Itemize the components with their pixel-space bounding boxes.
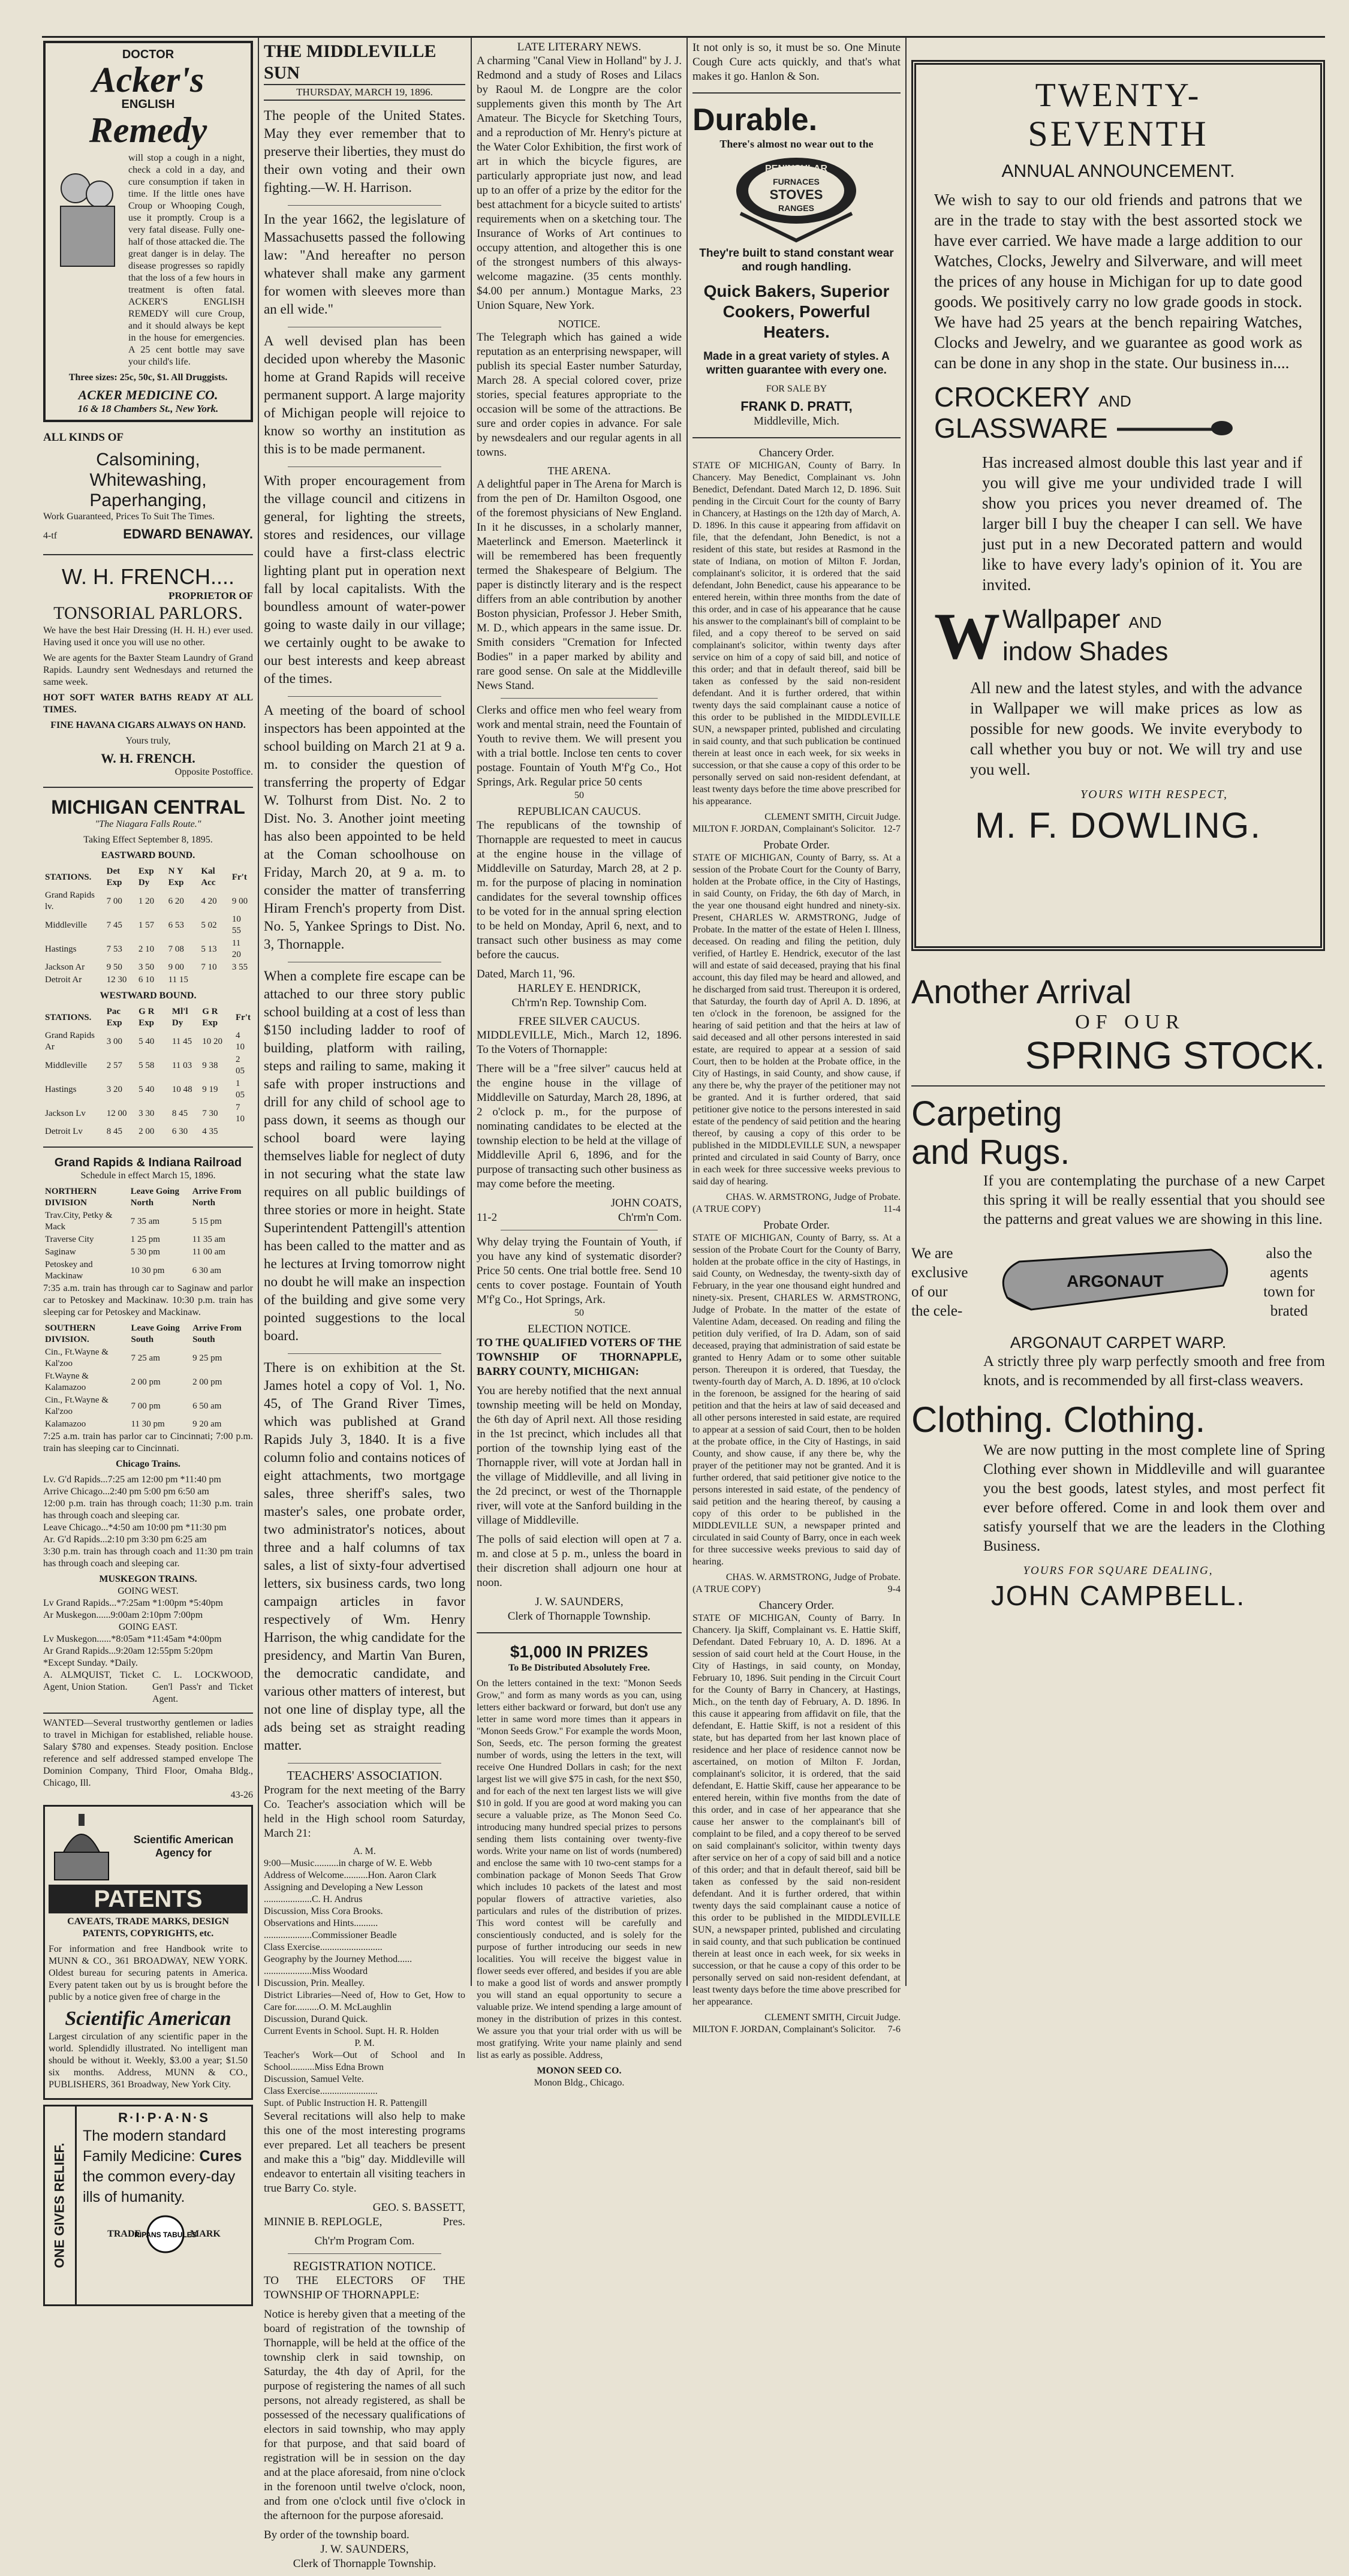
signature: J. W. SAUNDERS, [535,1596,624,1608]
ad-price: Three sizes: 25c, 50c, $1. All Druggists. [68,372,228,383]
program-line: Class Exercise.......................... [264,1942,383,1952]
column-3 [477,41,682,2093]
timetable-line: Lv. G'd Rapids...7:25 am 12:00 pm *11:40 pm [43,1474,221,1485]
article-paragraph: Program for the next meeting of the Barry Co. Teacher's association which will be held in the High school room Saturday, March 21: [264,1784,465,1840]
michigan-central-timetable [43,796,253,1138]
wanted-ad: WANTED—Several trustworthy gentlemen or ladies to travel in Michigan for established, reliable house. Salary $780 and expenses. Steady position. Enclose reference and self addressed stamped envelope The Dominion Company, Third Floor, Omaha Bldg., Chicago, Ill. [43,1718,253,1788]
ad-headline: and Rugs. [911,1133,1070,1172]
ad-code: 7-6 [887,2024,901,2035]
ad-line: Quick Bakers, Superior Cookers, Powerful Heaters. [703,282,890,341]
ad-line: We are exclusive [911,1245,968,1281]
program-line: Discussion, Samuel Velte. [264,2074,364,2084]
grand-rapids-indiana-timetable [43,1156,253,1709]
ad-address: 16 & 18 Chambers St., New York. [77,403,219,414]
program-line: ....................Miss Woodard [264,1966,368,1976]
dowling-ad [911,60,1325,951]
section-heading: Chancery Order. [758,1599,835,1612]
section-heading: THE ARENA. [547,465,611,477]
table-row: Middleville 7 45 1 57 6 53 5 02 10 55 [45,914,241,935]
ripans-text: the common every-day ills of humanity. [83,2168,236,2205]
spoon-icon [1114,416,1234,440]
table-row: Ft.Wayne & Kalamazoo 2 00 pm 2 00 pm [45,1371,222,1392]
table-row: Grand Rapids lv. 7 00 1 20 6 20 4 20 9 00 [45,890,248,911]
section-heading: NOTICE. [558,318,601,330]
timetable-line: Ar. G'd Rapids...2:10 pm 3:30 pm 6:25 am [43,1534,207,1545]
timetable-effect: Schedule in effect March 15, 1896. [80,1170,216,1181]
timetable-line: Lv Muskegon......*8:05am *11:45am *4:00pm [43,1634,222,1644]
article-paragraph: Clerks and office men who feel weary from work and mental strain, need the Fountain of Youth to revive them. We will present you with a trial bottle. Inclose ten cents to cover postage. Fountain of Youth M'f'g Co., Hot Springs, Ark. Regular price 50 cents [477,704,682,789]
column-4 [692,41,901,2039]
ad-body: We are now putting in the most complete line of Spring Clothing ever shown in Middleville and will guarantee you the best goods, latest styles, and most perfect fit ever before offered. Come in and look them over and satisfy yourself that we are the leaders in the Clothing Business. [983,1442,1325,1554]
signature: HARLEY E. HENDRICK, [517,982,641,995]
section-heading: REGISTRATION NOTICE. [293,2259,436,2273]
section-heading: TEACHERS' ASSOCIATION. [287,1768,442,1783]
section-heading: Probate Order. [763,839,830,851]
ad-line: of our [911,1284,948,1300]
signature: Ch'rm'n Rep. Township Com. [511,997,647,1009]
ad-line: YOURS FOR SQUARE DEALING, [1023,1564,1214,1577]
program-line: ....................Commissioner Beadle [264,1930,397,1940]
signature: (A TRUE COPY) [692,1584,761,1594]
ad-headline: indow Shades [1002,637,1169,666]
ad-line: FOR SALE BY [766,384,827,394]
ad-line: YOURS WITH RESPECT, [1080,788,1228,801]
signature: CLEMENT SMITH, Circuit Judge. [764,2012,901,2023]
program-line: Observations and Hints.......... [264,1918,378,1928]
ad-headline: Another Arrival [911,973,1132,1010]
svg-text:FURNACES: FURNACES [773,177,820,186]
ad-line: AND [1128,613,1162,631]
table-row: Traverse City 1 25 pm 11 35 am [45,1235,225,1244]
svg-text:ARGONAUT: ARGONAUT [1067,1272,1164,1290]
column-1 [43,41,253,2306]
program-line: Discussion, Prin. Mealley. [264,1978,365,1988]
ad-code: 4-tf [43,531,58,541]
ad-name: FRANK D. PRATT, [740,399,853,414]
acker-remedy-ad [43,41,253,422]
article-paragraph: The people of the United States. May they ever remember that to preserve their liberties, they must do their own voting and their own fighting.—W. H. Harrison. [264,108,465,195]
ad-remedy: Remedy [89,110,207,150]
article-paragraph: A meeting of the board of school inspectors has been appointed at the school building on March 21 at 9 a. m. to consider the question of transferring the property of Edgar W. Tolhurst from Dist. No. 2 to Dist. No. 3. Another joint meeting has also been appointed to be held at the Coman schoolhouse on Friday, March 20, at 9 a. m. to consider the matter of transferring Hiram French's property from Dist. No. 5, Yankee Springs to Dist. No. 3, Thornapple. [264,703,465,952]
table-row: Middleville 2 57 5 58 11 03 9 38 2 05 [45,1055,245,1076]
table-row: Saginaw 5 30 pm 11 00 am [45,1247,225,1257]
capitol-illustration [49,1810,115,1882]
column-rule [905,37,907,1986]
article-paragraph: There will be a "free silver" caucus held at the engine house in the village of Middleville on Saturday, March 28, 1896, at 2 o'clock p. m., for the purpose of nominating candidates to be elected at the township election to be held at the village of Middleville April 6, 1896, and for the purpose of transacting such other business as may come before the meeting. [477,1063,682,1190]
ad-text: HOT SOFT WATER BATHS READY AT ALL TIMES. [43,693,253,715]
program-label: A. M. [353,1846,376,1856]
ripans-seal [134,2213,197,2255]
table-row: Jackson Lv 12 00 3 30 8 45 7 30 7 10 [45,1103,245,1124]
program-line: Discussion, Durand Quick. [264,2014,368,2024]
ad-body: We wish to say to our old friends and patrons that we are in the trade to stay with the best assorted stock we have ever carried. We have made a large addition to our Watches, Clocks, Jewelry and Silverware, and will meet the prices of any house in Michigan for up to date good goods. We positively carry no low grade goods in stock. We have had 25 years at the bench repairing Watches, Clocks and Jewelry, and we guarantee as good work as can be done in any shop in the state. Our business in.... [934,191,1302,372]
ad-headline: GLASSWARE [934,413,1108,444]
ripans-title: R·I·P·A·N·S [118,2110,210,2125]
signature: MILTON F. JORDAN, Complainant's Solicitor. [692,824,876,834]
signature: JOHN COATS, [610,1197,682,1209]
signature: CHAS. W. ARMSTRONG, Judge of Probate. [725,1192,901,1202]
ad-headline: Wallpaper [1002,604,1121,634]
timetable-line: 3:30 p.m. train has through coach and 11:30 pm train has through coach and sleeping car. [43,1546,253,1569]
ad-line: Paperhanging, [89,490,207,510]
ad-headline: TWENTY- [1035,77,1202,114]
ad-line: also the agents town for brated [1263,1245,1315,1319]
program-line: Assigning and Developing a New Lesson [264,1882,423,1892]
north-table: NORTHERN DIVISION Leave Going North Arrive From North Trav.City, Petky & Mack 7 35 am 5 15 pm Traverse City 1 25 pm 11 35 am Saginaw 5 30 pm 11 00 am Petoskey and Mackinaw 10 30 pm 6 30 am [43,1185,253,1283]
timetable-subtitle: Chicago Trains. [116,1459,180,1469]
ad-line: PROPRIETOR OF [168,590,253,601]
peninsular-badge [692,154,901,243]
ad-headline: Clothing. Clothing. [911,1400,1206,1440]
section-subheading: TO THE QUALIFIED VOTERS OF THE TOWNSHIP OF THORNAPPLE, BARRY COUNTY, MICHIGAN: [477,1337,682,1378]
column-rule [258,37,259,1986]
ad-name: EDWARD BENAWAY. [123,526,253,541]
eastward-table: STATIONS. Det Exp Exp Dy N Y Exp Kal Acc Fr't Grand Rapids lv. 7 00 1 20 6 20 4 20 9 00 Middleville 7 45 1 57 6 53 5 02 10 55 Hastings 7 53 2 10 7 08 5 13 11 20 Jackson Ar 9 50 3 50 9 00 7 10 3 55 Detroit Ar 12 30 6 10 11 15 [43,865,253,986]
ad-name: W. H. FRENCH.... [62,564,234,589]
sci-info: For information and free Handbook write to MUNN & CO., 361 BROADWAY, NEW YORK. Oldest bureau for securing patents in America. Every patent taken out by us is brought before the public by a notice given free of charge in the [49,1944,248,2002]
campbell-ad [911,973,1325,1614]
french-ad [43,564,253,778]
legal-notice: STATE OF MICHIGAN, County of Barry, ss. At a session of the Probate Court for the County of Barry, holden at the probate office in the city of Hastings, in said County, on Wednesday, the twenty-sixth day of February, in the year one thousand eight hundred and ninety-six. Present, CHARLES W. ARMSTRONG, Judge of Probate. In the matter of the estate of Valentine Adam, deceased. On reading and filing the petition duly verified, of Ira D. Adam, son of said deceased, praying that administration of said estate be granted to Henry Adam or to some other suitable person. Thereupon it is ordered, that Tuesday, the twenty-fourth day of March, A. D. 1896, at 10 o'clock in the forenoon, be assigned for the hearing of said petition and that the heirs at law of said deceased and all other persons interested in said estate, are required to appear at a session of said Court, then to be holden at the probate office, in the City of Hastings, in said County, and show cause, if any there be, why the prayer of the petitioner may not be granted. And it is further ordered, that said petitioner give notice to the persons interested in said estate, of the pendency of said petition and the hearing thereof, by causing a copy of this order to be published in the MIDDLEVILLE SUN, a newspaper printed and circulated in said County of Barry, once in each week for three successive weeks previous to said day of hearing. [692,1233,901,1567]
sci-paper: Scientific American [65,2008,231,2030]
table-row: Cin., Ft.Wayne & Kal'zoo 7 00 pm 6 50 am [45,1395,222,1416]
ripans-side: ONE GIVES RELIEF. [52,2142,68,2268]
signature: MILTON F. JORDAN, Complainant's Solicitor. [692,2024,876,2035]
ad-headline: SPRING STOCK. [1025,1034,1325,1077]
timetable-line: *Except Sunday. *Daily. [43,1658,138,1668]
ad-name: JOHN CAMPBELL. [990,1580,1246,1611]
timetable-subtitle: MUSKEGON TRAINS. [99,1574,197,1584]
program-line: Current Events in School. Supt. H. R. Holden [264,2026,439,2036]
timetable-title: MICHIGAN CENTRAL [51,796,245,818]
ad-doctor: DOCTOR [122,48,174,61]
ad-line: TONSORIAL PARLORS. [53,603,243,623]
article-paragraph: By order of the township board. [264,2529,409,2541]
wanted-code: 43-26 [230,1790,253,1800]
table-row: Kalamazoo 11 30 pm 9 20 am [45,1419,222,1429]
table-row: Jackson Ar 9 50 3 50 9 00 7 10 3 55 [45,962,248,972]
ad-code: 50 [574,790,584,801]
children-illustration [52,152,124,272]
sci-circ: Largest circulation of any scientific paper in the world. Splendidly illustrated. No intelligent man should be without it. Weekly, $3.00 a year; $1.50 six months. Address, MUNN & CO., PUBLISHERS, 361 Broadway, New York City. [49,2032,248,2090]
legal-notice: STATE OF MICHIGAN, County of Barry. In Chancery. Ija Skiff, Complainant vs. E. Hattie Skiff, Defendant. Dated February 10, A. D. 1896. At a session of said court held at the Court House, in the City of Hastings, in said county, on Monday, February 10, 1896. Suit pending in the Circuit Court for the County of Barry in Chancery, at Hastings, Mich., on the tenth day of February, A. D. 1896. In this cause it appearing from affidavit on file, that the defendant, E. Hattie Skiff, is not a resident of this state, but has departed from her last known place of residence and her place of residence cannot now be ascertained, on motion of Milton F. Jordan, complainant's solicitor, it is ordered, that the said defendant, E. Hattie Skiff, cause her appearance to be entered herein, within five months from the date of this order, and in case of her appearance that she cause her answer to the complainant's bill of complaint to be filed, and a copy thereof to be served on said complainant's solicitor, within twenty days after service on her of a copy of said bill and a notice of this order; and that in default thereof, said bill be taken as confessed by the said non-resident defendant. And it is further ordered, that within twenty days the said complainant cause a notice of this order to be published in the MIDDLEVILLE SUN, a newspaper printed, published and circulating in said county, and that such publication be continued therein at least once in each week, for six weeks in succession, or that he cause a copy of this order to be personally served on said non-resident defendant, at least twenty days before the time above prescribed for her appearance. [692,1613,901,2007]
ad-line: AND [1098,392,1131,410]
dateline: Dated, March 11, '96. [477,968,576,980]
legal-notice: STATE OF MICHIGAN, County of Barry, ss. At a session of the Probate Court for the County of Barry, holden at the Probate office, in the City of Hastings, in said County, on Friday, the 6th day of March, in the year one thousand eight hundred and ninety-six. Present, CHARLES W. ARMSTRONG, Judge of Probate. In the matter of the estate of Helen I. Illness, deceased. On reading and filing the petition, duly verified, of Hartley E. Hendrick, executor of the last will and estate of said deceased, praying that his final account, this day filed may be heard and allowed, and he discharged from said trust. Thereupon it is ordered, that Saturday, the fourth day of April A. D. 1896, at ten o'clock in the forenoon, be assigned for the hearing of said petition and that the heirs at law of said deceased and all other persons interested in said estate, are required to appear at a session of said Court, then to be holden at the Probate office, in the City of Hastings, in said County, and show cause, if any there be, why the prayer of the petitioner may not be granted. And it is further ordered, that said petitioner give notice to the persons interested in said estate of the pendency of said petition and the hearing thereof, by causing a copy of this order to be published in the MIDDLEVILLE SUN, a newspaper printed and circulated in said County of Barry, once in each week for three successive weeks previous to said day of hearing. [692,853,901,1187]
timetable-line: Arrive Chicago...2:40 pm 5:00 pm 6:50 am [43,1486,209,1497]
section-heading: Probate Order. [763,1219,830,1232]
timetable-subtitle: "The Niagara Falls Route." [95,819,201,829]
scientific-american-ad [43,1805,253,2100]
prize-subheading: To Be Distributed Absolutely Free. [508,1663,650,1673]
peninsular-stove-ad [692,102,901,429]
ad-text: Opposite Postoffice. [174,767,253,777]
signature: MONON SEED CO. [537,2066,622,2076]
section-heading: FREE SILVER CAUCUS. [518,1015,640,1028]
article-paragraph: When a complete fire escape can be attached to our three story public school building at a cost of less than $150 including ladder to roof of building, platform with railing, steps and railing to same, making it safe with proper instructions and drill for any child of school age to pass down, it seems as though our school board were laying themselves liable for neglect of duty in not securing what the state law requires on all public buildings of three stories or more in height. State Superintendent Pattengill's attention has been called to the matter and as he lectures at Irving tomorrow night no doubt he will make an inspection of the building and give some very pointed suggestions to the local board. [264,968,465,1343]
ad-subheadline: ARGONAUT CARPET WARP. [1010,1334,1227,1352]
timetable-line: 12:00 p.m. train has through coach; 11:30 p.m. train has through coach and sleeping car. [43,1498,253,1521]
ad-text: FINE HAVANA CIGARS ALWAYS ON HAND. [50,720,246,730]
signature: Ch'rm'n Com. [618,1211,682,1224]
signature: Monon Bldg., Chicago. [534,2078,625,2088]
program-line: Address of Welcome..........Hon. Aaron Clark [264,1870,436,1880]
timetable-line: GOING WEST. [118,1586,179,1596]
agent-left: A. ALMQUIST, Ticket Agent, Union Station. [43,1670,144,1692]
ripans-ad [43,2105,253,2306]
article-paragraph: Why delay trying the Fountain of Youth, if you have any kind of systematic disorder? Price 50 cents. One trial bottle free. Send 10 cents to cover postage. Fountain of Youth M'f'g Co., Hot Springs, Ark. [477,1236,682,1306]
ad-body: A strictly three ply warp perfectly smooth and free from knots, and is recommended by all first-class weavers. [983,1353,1325,1389]
signature: Clerk of Thornapple Township. [507,1610,651,1623]
program-line: Discussion, Miss Cora Brooks. [264,1906,383,1916]
ad-line: Calsomining, [96,450,200,470]
article-paragraph: A well devised plan has been decided upon whereby the Masonic home at Grand Rapids will receive permanent support. A large majority of Michigan people will rejoice to know so worthy an institution as this is to be made permanent. [264,333,465,456]
article-paragraph: In the year 1662, the legislature of Massachusetts passed the following law: "And hereafter no person whatever shall make any garment for women with sleeves more than an ell wide." [264,212,465,317]
ad-line: OF OUR [1075,1011,1185,1033]
top-rule [42,36,1325,38]
ad-headline: Carpeting [911,1094,1062,1133]
table-row: Detroit Lv 8 45 2 00 6 30 4 35 [45,1127,218,1136]
timetable-note: 7:25 a.m. train has parlor car to Cincinnati; 7:00 p.m. train has sleeping car to Cincinnati. [43,1431,253,1453]
section-heading: LATE LITERARY NEWS. [517,41,642,53]
dateline: MIDDLEVILLE, Mich., March 12, 1896. To the Voters of Thornapple: [477,1029,682,1056]
ad-code: 50 [574,1308,584,1318]
ripans-trade: TRADE [107,2229,141,2239]
svg-text:RIPANS TABULES: RIPANS TABULES [134,2231,197,2239]
ad-line: Work Guaranteed, Prices To Suit The Times. [43,511,215,522]
masthead-title: THE MIDDLEVILLE SUN [264,41,436,83]
table-row: Trav.City, Petky & Mack 7 35 am 5 15 pm [45,1211,222,1232]
article-paragraph: The Telegraph which has gained a wide reputation as an enterprising newspaper, will publish its special Easter number Saturday, March 28. A special colored cover, prize stories, special features appropriate to the occasion will be some of the attractions. Be sure and order copies in advance. For sale by newsdealers and our regular agents in all towns. [477,331,682,459]
signature: Ch'r'm Program Com. [314,2235,415,2247]
program-line: Geography by the Journey Method...... [264,1954,412,1964]
ad-line: the cele- [911,1303,963,1319]
legal-notice: STATE OF MICHIGAN, County of Barry. In Chancery. May Benedict, Complainant vs. John Benedict, Defendant. Dated March 12, D. 1896. Suit pending in the Circuit Court for the county of Barry in Chancery, at Hastings on the 12th day of March, A. D. 1896. In this cause it appearing from affidavit on file, that the defendant, John Benedict, is not a resident of this state, but resides at Rasmond in the state of Indiana, on motion of Milton F. Jordan, complainant's solicitor, it is ordered that the said defendant, John Benedict, cause his appearance to be entered herein, within three months from the date of this order, and in case of his appearance that he cause his answer to the complainant's bill of complaint to be filed, and a copy thereof to be served on said complainant's solicitor, within twenty days after service on him of a copy of said bill, and notice of this order; and that in default thereof, said bill be taken as confessed by the said non-resident defendant. And it is further ordered, that within twenty days the said complainant cause a notice of this order to be published in the MIDDLEVILLE SUN, a newspaper printed, published and circulating in said county, and that such publication be continued therein at least once in each week, for six weeks in succession, or that she cause a copy of this order to be personally served on said non-resident defendant, at least twenty days before the time above prescribed for his appearance. [692,461,901,806]
program-line: ....................C. H. Andrus [264,1894,363,1904]
article-paragraph: It not only is so, it must be so. One Minute Cough Cure acts quickly, and that's what makes it go. Hanlon & Son. [692,41,901,83]
ad-line: There's almost no wear out to the [719,138,874,150]
article-paragraph: A charming "Canal View in Holland" by J. J. Redmond and a study of Roses and Lilacs by Raoul M. de Longpre are the color supplements given this month by The Art Amateur. The Bicycle for Sketching Tours, and a reproduction of Mr. Henry's picture at the Water Color Exhibition, the first work of art in which the bicycle figures, are particularly appropriate just now, and lead up to an offer of a prize by the editor for the best attachment for a bicycle suited to artists' requirements when on a sketching tour. The Insurance of Works of Art continues to occupy attention, and altogether this is one of the strongest numbers of this always-welcome magazine. (35 cents monthly. $4.00 per annum.) Montague Marks, 23 Union Square, New York. [477,55,682,312]
benaway-ad [43,431,253,546]
program-line: Teacher's Work—Out of School and In School..........Miss Edna Brown [264,2050,465,2072]
article-paragraph: You are hereby notified that the next annual township meeting will be held on Monday, the 6th day of April next. All those residing in the 1st precinct, which includes all that portion of the township lying east of the Thornapple river, will vote at Jordan hall in the village of Middleville, and all living in the 2d precinct, or west of the Thornapple river, will vote at the Sanford building in the village of Middleville. [477,1385,682,1527]
ad-headline: SEVENTH [1028,114,1209,154]
ad-code: 11-2 [477,1211,498,1224]
timetable-effect: Taking Effect September 8, 1895. [83,835,213,845]
ad-line: Made in a great variety of styles. A written guarantee with every one. [703,350,890,377]
article-paragraph: With proper encouragement from the village council and citizens in general, for lighting the streets, stores and residences, our village could have a first-class electric lighting plant put in operation next fall by local capitalists. With the boundless amount of water-power going to waste daily in our village; we certainly ought to be awake to our best interests and keep abreast of the times. [264,473,465,686]
ad-body: All new and the latest styles, and with the advance in Wallpaper we will make prices as low as possible for new goods. We invite everybody to call whether you buy or not. We will try and use you well. [970,679,1302,778]
section-subheading: TO THE ELECTORS OF THE TOWNSHIP OF THORNAPPLE: [264,2274,465,2301]
ad-subheadline: ANNUAL ANNOUNCEMENT. [1001,161,1235,181]
column-2 [264,41,465,2576]
ad-english: ENGLISH [121,98,175,111]
south-table: SOUTHERN DIVISION. Leave Going South Arrive From South Cin., Ft.Wayne & Kal'zoo 7 25 am 9 25 pm Ft.Wayne & Kalamazoo 2 00 pm 2 00 pm Cin., Ft.Wayne & Kal'zoo 7 00 pm 6 50 am Kalamazoo 11 30 pm 9 20 am [43,1322,253,1431]
ad-brand: Acker's [92,60,204,100]
agent-right: C. L. LOCKWOOD, Gen'l Pass'r and Ticket Agent. [152,1670,253,1704]
ripans-mark: MARK [190,2229,221,2239]
article-paragraph: There is on exhibition at the St. James hotel a copy of Vol. 1, No. 45, of The Grand River Times, which was published at Grand Rapids July 3, 1840. It is a five column folio and contains notices of eight attachments, two mortgage sales, three sheriff's sales, two master's sales, one probate order, two administrator's notices, about three and a half columns of tax sales, a list of sixty-four advertised letters, six business cards, two long campaign articles in favor respectively of Wm. Henry Harrison, the whig candidate for the presidency, and Martin Van Buren, the democratic candidate, and various other matters of interest, but not one line of display type, all the ads being set as straight reading matter. [264,1360,465,1753]
ad-line: Middleville, Mich. [753,415,839,428]
article-paragraph: A delightful paper in The Arena for March is from the pen of Dr. Hamilton Osgood, one of the foremost physicians of New England. In it he discusses, in a scholarly manner, Maeterlinck and Emerson. Maeterlinck it will be remembered has been frequently termed the Shakespeare of Belgium. The paper is distinctly literary and is the respect differs from an able contribution by another Boston physician, Professor J. Heber Smith, M. D., which appears in the same issue. Dr. Smith considers "Cremation for Infected Bodies" in a paper marked by ability and rare good sense. On sale at the Middleville News Stand. [477,478,682,692]
signature: J. W. SAUNDERS, [320,2543,409,2556]
signature: MINNIE B. REPLOGLE, [264,2216,383,2228]
section-heading: ELECTION NOTICE. [527,1323,631,1335]
westward-table: STATIONS. Pac Exp G R Exp Ml'l Dy G R Exp Fr't Grand Rapids Ar 3 00 5 40 11 45 10 20 4 10 Middleville 2 57 5 58 11 03 9 38 2 05 Hastings 3 20 5 40 10 48 9 19 1 05 Jackson Lv 12 00 3 30 8 45 7 30 7 10 Detroit Lv 8 45 2 00 6 30 4 35 [43,1006,253,1138]
timetable-note: 7:35 a.m. train has through car to Saginaw and parlor car to Petoskey and Mackinaw. 10:30 p.m. train has sleeping car for Petoskey and Mackinaw. [43,1283,253,1317]
ripans-text: The modern standard Family Medicine: [83,2127,227,2165]
program-line: Class Exercise........................ [264,2086,378,2096]
w-initial-icon: W [934,600,1000,673]
table-row: Hastings 3 20 5 40 10 48 9 19 1 05 [45,1079,245,1100]
signature: Pres. [442,2216,465,2228]
table-row: Grand Rapids Ar 3 00 5 40 11 45 10 20 4 10 [45,1031,245,1052]
timetable-direction: EASTWARD BOUND. [101,850,195,860]
article-paragraph: The republicans of the township of Thornapple are requested to meet in caucus at the engine house in the village of Middleville on Saturday, March 28, at 2 p. m. for the purpose of placing in nomination candidates for the several township offices to be voted for in the annual spring election to be held on Monday, April 6, next, and to transact such other business as may come before the caucus. [477,819,682,961]
prize-body: On the letters contained in the text: "Monon Seeds Grow," and form as many words as you can, using letters either backward or forward, but don't use any letter in same word more times than it appears in "Monon Seeds Grow." For example the words Moon, Son, Seeds, etc. The person forming the greatest number of words, using the letters in the text, will receive One Hundred Dollars in cash; for the next largest list we will give $75 in cash, for the next $50, and for each of the next ten largest lists we will give $10 in gold. If you are good at word making you can secure a valuable prize, as The Monon Seed Co. introducing many hundred special prizes to persons sending them lists containing over twenty-five words. Write your name on list of words (numbered) and enclose the same with 10 two-cent stamps for a combination package of Monon Seeds That Grow which includes 10 packets of the latest and most popular flowers of attractive varieties, also particulars and rules of the distribution of prizes. This word contest will be carefully and conscientiously conducted, and is solely for the purpose of further introducing our seeds in new localities. You will receive the biggest value in flower seeds ever offered, and besides if you are able to make a good list of words and answer promptly you will stand an equal opportunity to secure a valuable prize. We intend spending a large amount of money in the distribution of prizes in this contest. We assure you that your trial order with us will be most gratifying. Write your name plainly and send list as early as possible. Address, [477,1678,682,2060]
table-row: Detroit Ar 12 30 6 10 11 15 [45,975,188,985]
program-line: Supt. of Public Instruction H. R. Pattengill [264,2098,427,2108]
article-paragraph: The polls of said election will open at 7 a. m. and close at 5 p. m., unless the board in their discretion shall adjourn one hour at noon. [477,1533,682,1589]
ad-line: Whitewashing, [89,470,207,490]
timetable-direction: WESTWARD BOUND. [100,991,197,1001]
timetable-line: Lv Grand Rapids...*7:25am *1:00pm *5:40pm [43,1598,223,1608]
svg-text:RANGES: RANGES [778,203,814,213]
ad-name: M. F. DOWLING. [975,805,1261,845]
ad-company: ACKER MEDICINE CO. [78,387,218,402]
section-heading: Chancery Order. [758,447,835,459]
masthead-date: THURSDAY, MARCH 19, 1896. [264,84,465,101]
ad-line: They're built to stand constant wear and rough handling. [699,247,894,273]
program-label: P. M. [354,2038,375,2048]
ad-text: Yours truly, [125,736,171,746]
ad-body: will stop a cough in a night, check a cold in a day, and cure consumption if taken in time. If the little ones have Croup or Whooping Cough, use it promptly. Croup is a very fatal disease. Fully one-half of those attacked die. The great danger is in delay. The disease progresses so rapidly that the loss of a few hours in treatment is often fatal. ACKER'S ENGLISH REMEDY will cure Croup, and it should always be kept in the house for emergencies. A 25 cent bottle may save your child's life. [128,153,245,367]
ad-text: We have the best Hair Dressing (H. H. H.) ever used. Having used it once you will use no other. [43,625,253,648]
ad-code: 12-7 [883,824,901,834]
table-row: Cin., Ft.Wayne & Kal'zoo 7 25 am 9 25 pm [45,1347,222,1368]
ad-body: Has increased almost double this last year and if you will give me your undivided trade I will show you prices you never dreamed of. The larger bill I buy the cheaper I can sell. We have just put in a new Decorated pattern and would like to have every lady's opinion of it. You are invited. [982,453,1302,594]
ad-headline: CROCKERY [934,381,1090,413]
svg-text:PENINSULAR: PENINSULAR [764,164,828,174]
timetable-title: Grand Rapids & Indiana Railroad [54,1156,242,1169]
ad-headline: Durable. [692,103,818,137]
column-rule [471,37,472,1986]
signature: (A TRUE COPY) [692,1204,761,1214]
section-heading: REPUBLICAN CAUCUS. [517,805,641,818]
timetable-line: Ar Grand Rapids...9:20am 12:55pm 5:20pm [43,1646,213,1656]
program-line: 9:00—Music..........in charge of W. E. Webb [264,1858,432,1868]
article-paragraph: Notice is hereby given that a meeting of the board of registration of the township of Thornapple, will be held at the office of the township clerk in said township, on Saturday, the 4th day of April, for the purpose of registering the names of all such persons, not already registered, as shall be possessed of the necessary qualifications of electors in said township, who may apply for that purpose, and that said board of registration will be in session on the day and at the place aforesaid, from nine o'clock in the forenoon until twelve o'clock, noon, and from one o'clock until five o'clock in the afternoon for the purpose aforesaid. [264,2308,465,2522]
timetable-line: Ar Muskegon......9:00am 2:10pm 7:00pm [43,1610,203,1620]
ad-text: W. H. FRENCH. [101,751,195,766]
article-paragraph: Several recitations will also help to make this one of the most interesting programs ever prepared. Let all teachers be present and make this a "big" day. Middleville will endeavor to entertain all visiting teachers in true Barry Co. style. [264,2110,465,2195]
program-line: District Libraries—Need of, How to Get, How to Care for..........O. M. McLaughlin [264,1990,465,2012]
signature: CHAS. W. ARMSTRONG, Judge of Probate. [725,1572,901,1582]
timetable-line: Leave Chicago...*4:50 am 10:00 pm *11:30 pm [43,1522,227,1533]
sci-patents: PATENTS [49,1885,248,1913]
carpet-warp-illustration [989,1238,1241,1328]
ad-code: 9-4 [887,1584,901,1594]
ad-code: 11-4 [883,1204,901,1214]
prize-heading: $1,000 IN PRIZES [510,1642,649,1661]
ad-line: ALL KINDS OF [43,431,124,444]
ad-body: If you are contemplating the purchase of a new Carpet this spring it will be really essential that you should see the patterns and great values we are showing in this line. [983,1173,1325,1227]
signature: CLEMENT SMITH, Circuit Judge. [764,812,901,822]
sci-marks: CAVEATS, TRADE MARKS, DESIGN PATENTS, COPYRIGHTS, etc. [67,1916,229,1939]
ad-text: We are agents for the Baxter Steam Laundry of Grand Rapids. Laundry sent Wednesdays and returned the same week. [43,653,253,687]
column-5 [911,60,1325,1614]
timetable-line: GOING EAST. [118,1622,178,1632]
ripans-cures: Cures [199,2148,242,2165]
column-rule [686,37,688,1986]
sci-agency: Scientific American Agency for [133,1834,234,1859]
signature: Clerk of Thornapple Township. [293,2557,436,2570]
table-row: Petoskey and Mackinaw 10 30 pm 6 30 am [45,1260,221,1281]
signature: GEO. S. BASSETT, [372,2201,465,2214]
svg-text:STOVES: STOVES [769,187,823,202]
table-row: Hastings 7 53 2 10 7 08 5 13 11 20 [45,938,241,959]
